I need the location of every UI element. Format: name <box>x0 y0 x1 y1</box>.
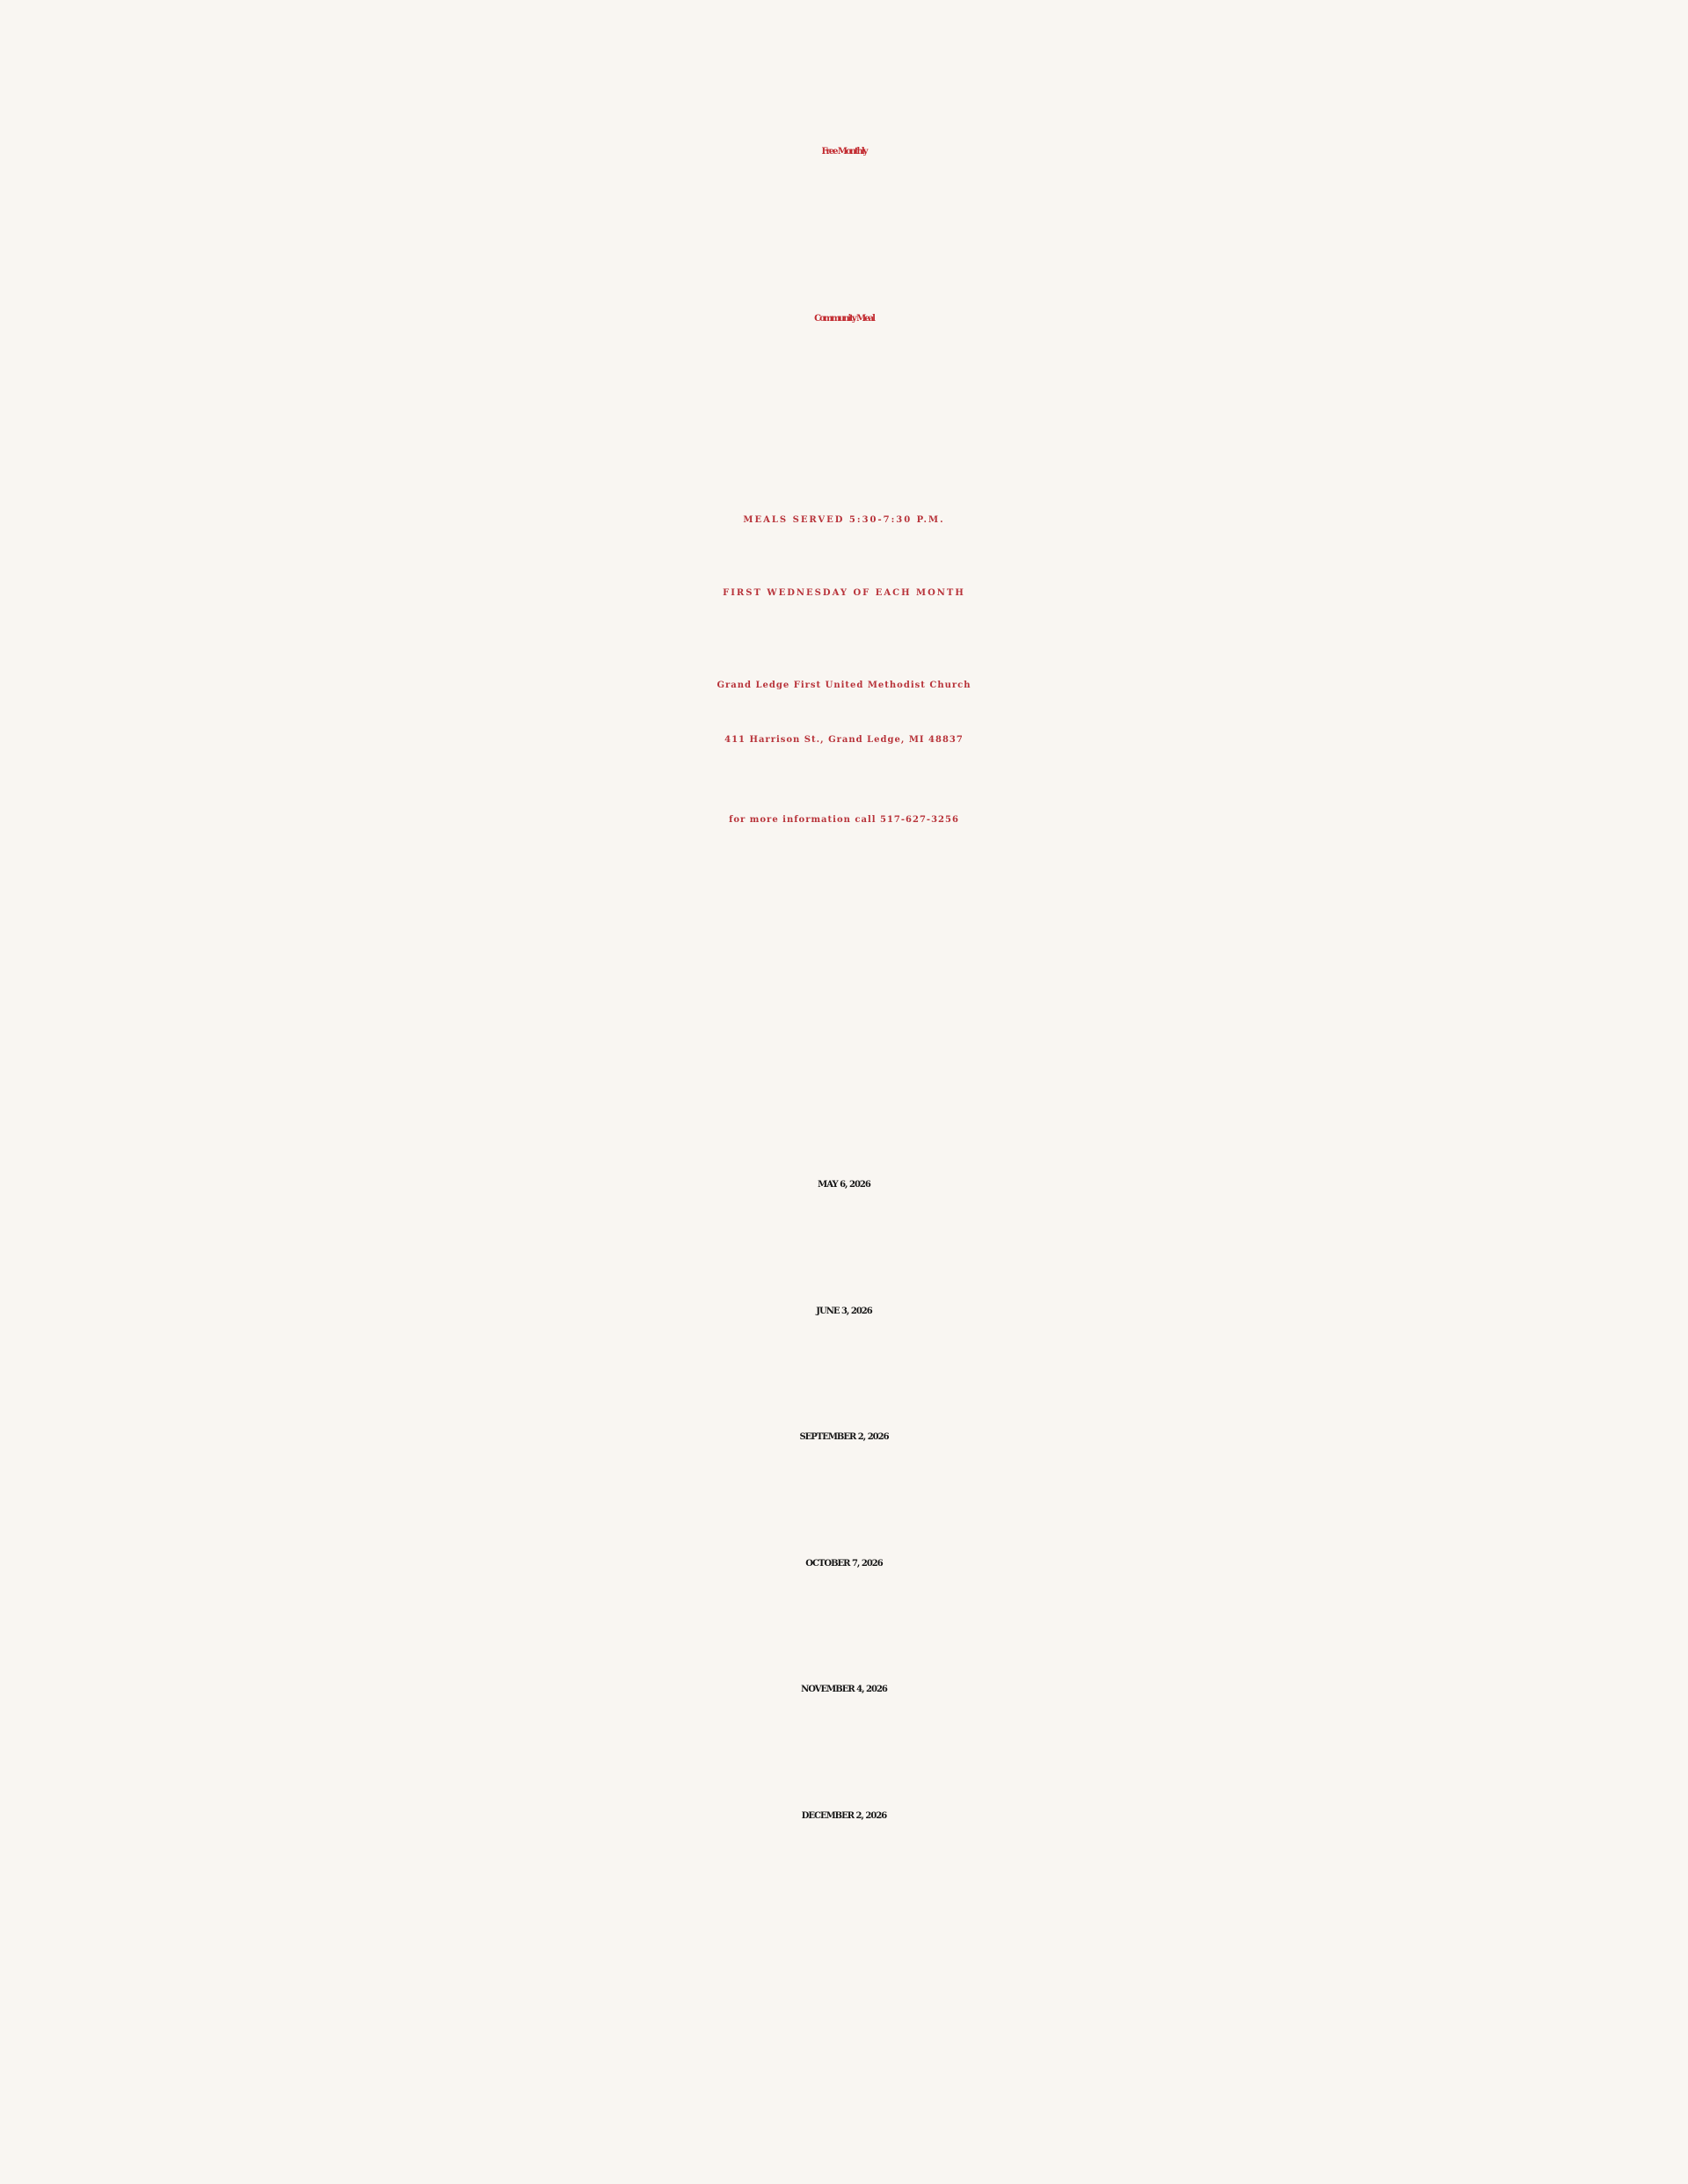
meal-date: DECEMBER 2, 2026 <box>801 1810 887 1821</box>
flyer-title-line-1: Free Monthly <box>821 147 867 157</box>
meal-frequency: FIRST WEDNESDAY OF EACH MONTH <box>723 588 965 598</box>
meal-date: MAY 6, 2026 <box>818 1180 870 1190</box>
church-address: 411 Harrison St., Grand Ledge, MI 48837 <box>724 735 964 745</box>
flyer-title-line-2: Community Meal <box>814 314 874 324</box>
meal-date: OCTOBER 7, 2026 <box>805 1558 883 1569</box>
meal-date: NOVEMBER 4, 2026 <box>801 1685 887 1694</box>
meal-date: SEPTEMBER 2, 2026 <box>799 1432 889 1442</box>
church-name: Grand Ledge First United Methodist Church <box>717 681 971 690</box>
meal-dates-list <box>0 1148 1688 1905</box>
meal-time: MEALS SERVED 5:30-7:30 P.M. <box>743 515 945 525</box>
contact-phone: for more information call 517-627-3256 <box>729 815 959 825</box>
meal-date: JUNE 3, 2026 <box>816 1306 872 1316</box>
